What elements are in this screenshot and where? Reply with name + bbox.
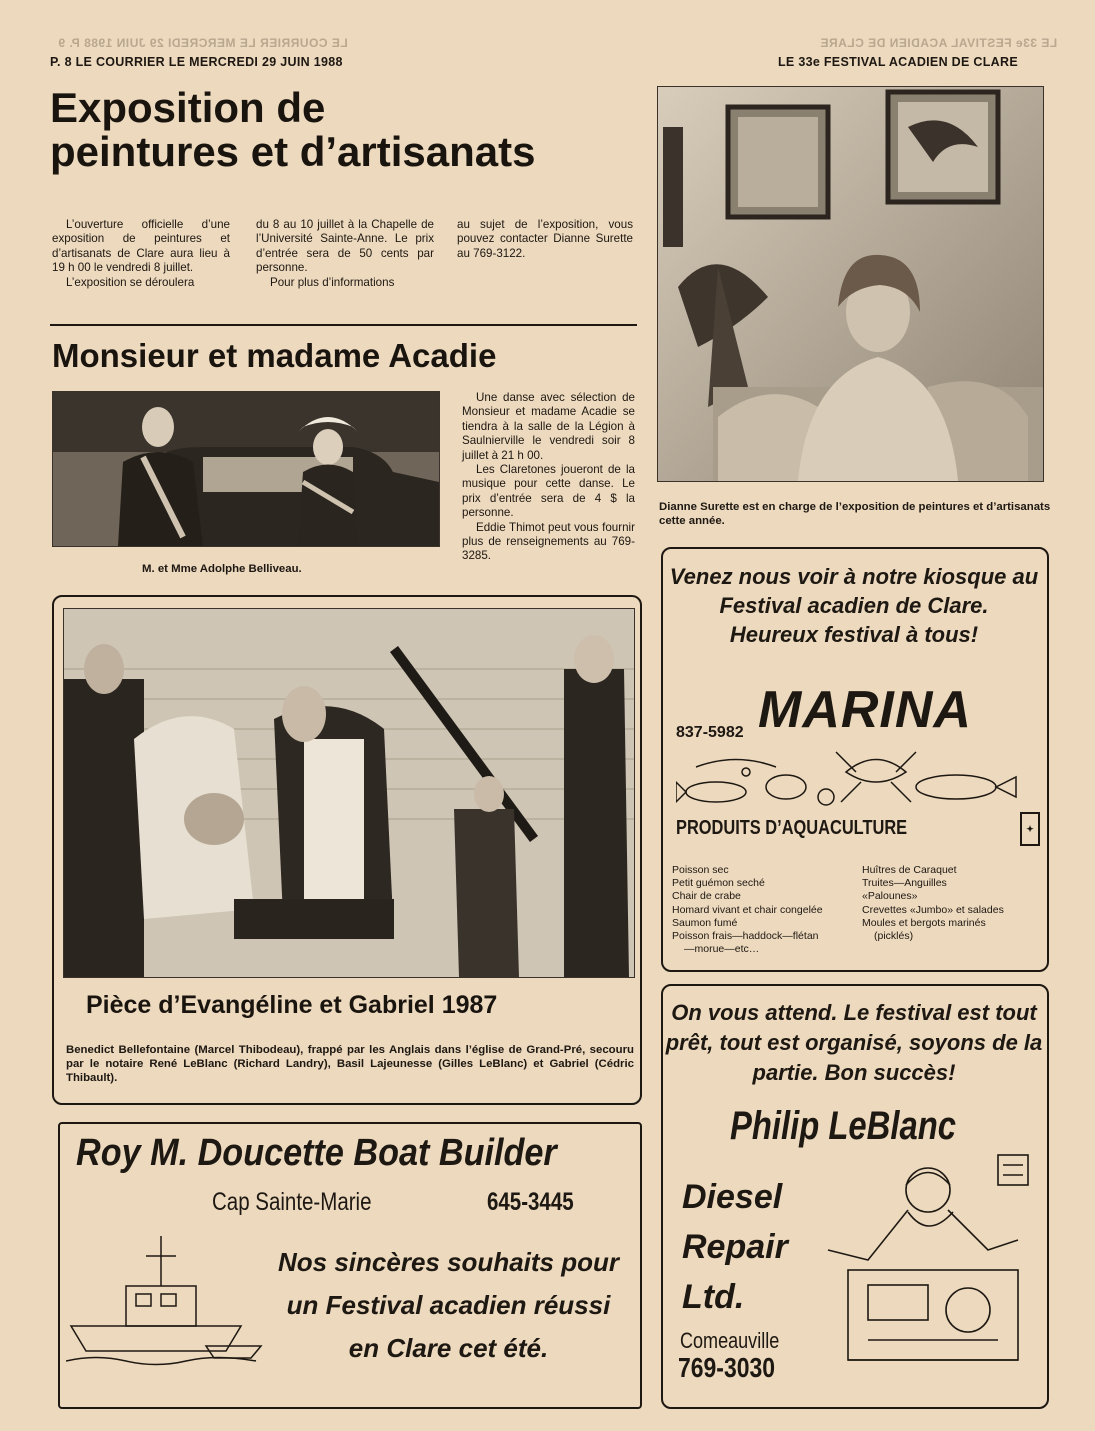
marina-sea-creatures-illustration bbox=[676, 742, 1032, 814]
doucette-wishes-line3: en Clare cet été. bbox=[348, 1333, 549, 1363]
acadie-paragraph3: Eddie Thimot peut vous fournir plus de renseignements au 769-3285. bbox=[462, 520, 635, 563]
doucette-title bbox=[76, 1132, 610, 1175]
marina-slogan-line1: Venez nous voir à notre kiosque au bbox=[669, 564, 1039, 589]
doucette-phone bbox=[487, 1188, 593, 1217]
belliveau-photo-caption: M. et Mme Adolphe Belliveau. bbox=[142, 563, 302, 575]
leblanc-phone bbox=[678, 1352, 796, 1384]
exposition-col3-paragraph1: au sujet de l’exposition, vous pouvez contacter Dianne Surette au 769-3122. bbox=[457, 218, 633, 260]
acadie-paragraph1: Une danse avec sélection de Monsieur et madame Acadie se tiendra à la salle de la Légion à Saulnierville le vendredi soir 8 juillet à 21 h 00. bbox=[462, 391, 635, 462]
leblanc-message-line2: prêt, tout est organisé, soyons de la bbox=[665, 1030, 1043, 1055]
page-header-right: LE 33e FESTIVAL ACADIEN DE CLARE bbox=[778, 55, 1018, 69]
marina-product: (picklés) bbox=[874, 930, 914, 943]
exposition-title-line2: peintures et d’artisanats bbox=[50, 128, 536, 176]
marina-product: Truites—Anguilles bbox=[862, 877, 947, 890]
exposition-column-3 bbox=[457, 218, 633, 261]
doucette-wishes-line2: un Festival acadien réussi bbox=[286, 1290, 611, 1320]
acadie-article-text bbox=[462, 391, 635, 564]
marina-product: Saumon fumé bbox=[672, 916, 738, 929]
marina-product: —morue—etc… bbox=[684, 943, 760, 956]
doucette-place bbox=[212, 1188, 407, 1217]
marina-products-col2 bbox=[862, 864, 1042, 943]
seafood-drawing-icon bbox=[676, 742, 1032, 814]
mirrored-header-right: LE 33e FESTIVAL ACADIEN DE CLARE bbox=[820, 36, 1058, 50]
leblanc-business bbox=[682, 1172, 788, 1322]
acadie-title: Monsieur et madame Acadie bbox=[52, 337, 497, 374]
marina-product: Petit guémon seché bbox=[672, 877, 765, 890]
section-divider bbox=[50, 324, 637, 326]
piece-title: Pièce d’Evangéline et Gabriel 1987 bbox=[86, 991, 498, 1019]
doucette-wishes bbox=[276, 1241, 621, 1370]
marina-fish-badge-icon: ✦ bbox=[1020, 812, 1040, 846]
marina-product: Poisson frais—haddock—flétan bbox=[672, 930, 819, 943]
belliveau-photo-illustration bbox=[53, 392, 439, 546]
mirrored-header-left: LE COURRIER LE MERCREDI 29 JUIN 1988 P. 9 bbox=[58, 36, 348, 50]
leblanc-phone-text: 769-3030 bbox=[678, 1352, 776, 1383]
marina-subtitle-text: PRODUITS D’AQUACULTURE bbox=[676, 817, 908, 839]
marina-product: Poisson sec bbox=[672, 864, 729, 876]
marina-name: MARINA bbox=[758, 681, 972, 739]
leblanc-place bbox=[680, 1328, 801, 1354]
doucette-phone-text: 645-3445 bbox=[487, 1188, 574, 1216]
marina-product: Huîtres de Caraquet bbox=[862, 864, 957, 876]
marina-subtitle bbox=[676, 817, 958, 840]
boat-illustration bbox=[66, 1226, 266, 1376]
leblanc-business-line2: Repair bbox=[682, 1228, 788, 1266]
exposition-column-2 bbox=[256, 218, 434, 290]
dianne-photo-illustration bbox=[658, 87, 1043, 481]
exposition-col2-paragraph1: du 8 au 10 juillet à la Chapelle de l’Université Sainte-Anne. Le prix d’entrée sera de 50 cents par personne. bbox=[256, 218, 434, 275]
doucette-wishes-line1: Nos sincères souhaits pour bbox=[278, 1247, 619, 1277]
exposition-title bbox=[50, 86, 535, 174]
dianne-surette-photo bbox=[657, 86, 1044, 482]
leblanc-business-line3: Ltd. bbox=[682, 1278, 745, 1316]
mechanic-engine-icon bbox=[808, 1150, 1036, 1380]
leblanc-message-line3: partie. Bon succès! bbox=[752, 1060, 956, 1085]
leblanc-place-text: Comeauville bbox=[680, 1328, 780, 1353]
exposition-column-1 bbox=[52, 218, 230, 290]
marina-product: Homard vivant et chair congelée bbox=[672, 903, 823, 916]
marina-product: Moules et bergots marinés bbox=[862, 916, 986, 929]
dianne-photo-caption: Dianne Surette est en charge de l’exposition de peintures et d’artisanats cette année. bbox=[659, 501, 1051, 527]
belliveau-photo bbox=[52, 391, 440, 547]
exposition-title-line1: Exposition de bbox=[50, 84, 326, 131]
marina-products-col1 bbox=[672, 864, 857, 956]
exposition-col1-paragraph2: L’exposition se déroulera bbox=[66, 275, 195, 289]
boat-icon bbox=[66, 1226, 266, 1376]
doucette-place-text: Cap Sainte-Marie bbox=[212, 1188, 372, 1216]
exposition-col2-paragraph2: Pour plus d’informations bbox=[270, 275, 395, 289]
evangeline-play-photo bbox=[63, 608, 635, 978]
leblanc-name-text: Philip LeBlanc bbox=[730, 1104, 956, 1148]
acadie-paragraph2: Les Claretones joueront de la musique pour cette danse. Le prix d’entrée sera de 4 $ la personne. bbox=[462, 463, 635, 520]
exposition-col1-paragraph1: L’ouverture officielle d’une exposition de peintures et d’artisanats de Clare aura lieu à 19 h 00 le vendredi 8 juillet. bbox=[52, 218, 230, 275]
leblanc-business-line1: Diesel bbox=[682, 1178, 783, 1216]
piece-caption: Benedict Bellefontaine (Marcel Thibodeau), frappé par les Anglais dans l’église de Grand-Pré, secouru par le notaire René LeBlanc (Richard Landry), Basil Lajeunesse (Gilles LeBlanc) et Gabriel (Cédric Thibault). bbox=[66, 1044, 634, 1084]
marina-ad-slogan bbox=[661, 562, 1047, 649]
page-header-left: P. 8 LE COURRIER LE MERCREDI 29 JUIN 1988 bbox=[50, 55, 343, 69]
mechanic-illustration bbox=[808, 1150, 1036, 1380]
marina-product: «Palounes» bbox=[862, 890, 918, 903]
leblanc-message-line1: On vous attend. Le festival est tout bbox=[671, 1000, 1037, 1025]
leblanc-name bbox=[730, 1104, 1006, 1149]
marina-slogan-line3: Heureux festival à tous! bbox=[729, 622, 979, 647]
marina-slogan-line2: Festival acadien de Clare. bbox=[719, 593, 989, 618]
marina-product: Crevettes «Jumbo» et salades bbox=[862, 903, 1004, 916]
play-photo-illustration bbox=[64, 609, 634, 977]
marina-product: Chair de crabe bbox=[672, 890, 741, 903]
marina-phone: 837-5982 bbox=[676, 724, 744, 741]
leblanc-message bbox=[661, 998, 1047, 1088]
doucette-title-text: Roy M. Doucette Boat Builder bbox=[76, 1132, 557, 1174]
